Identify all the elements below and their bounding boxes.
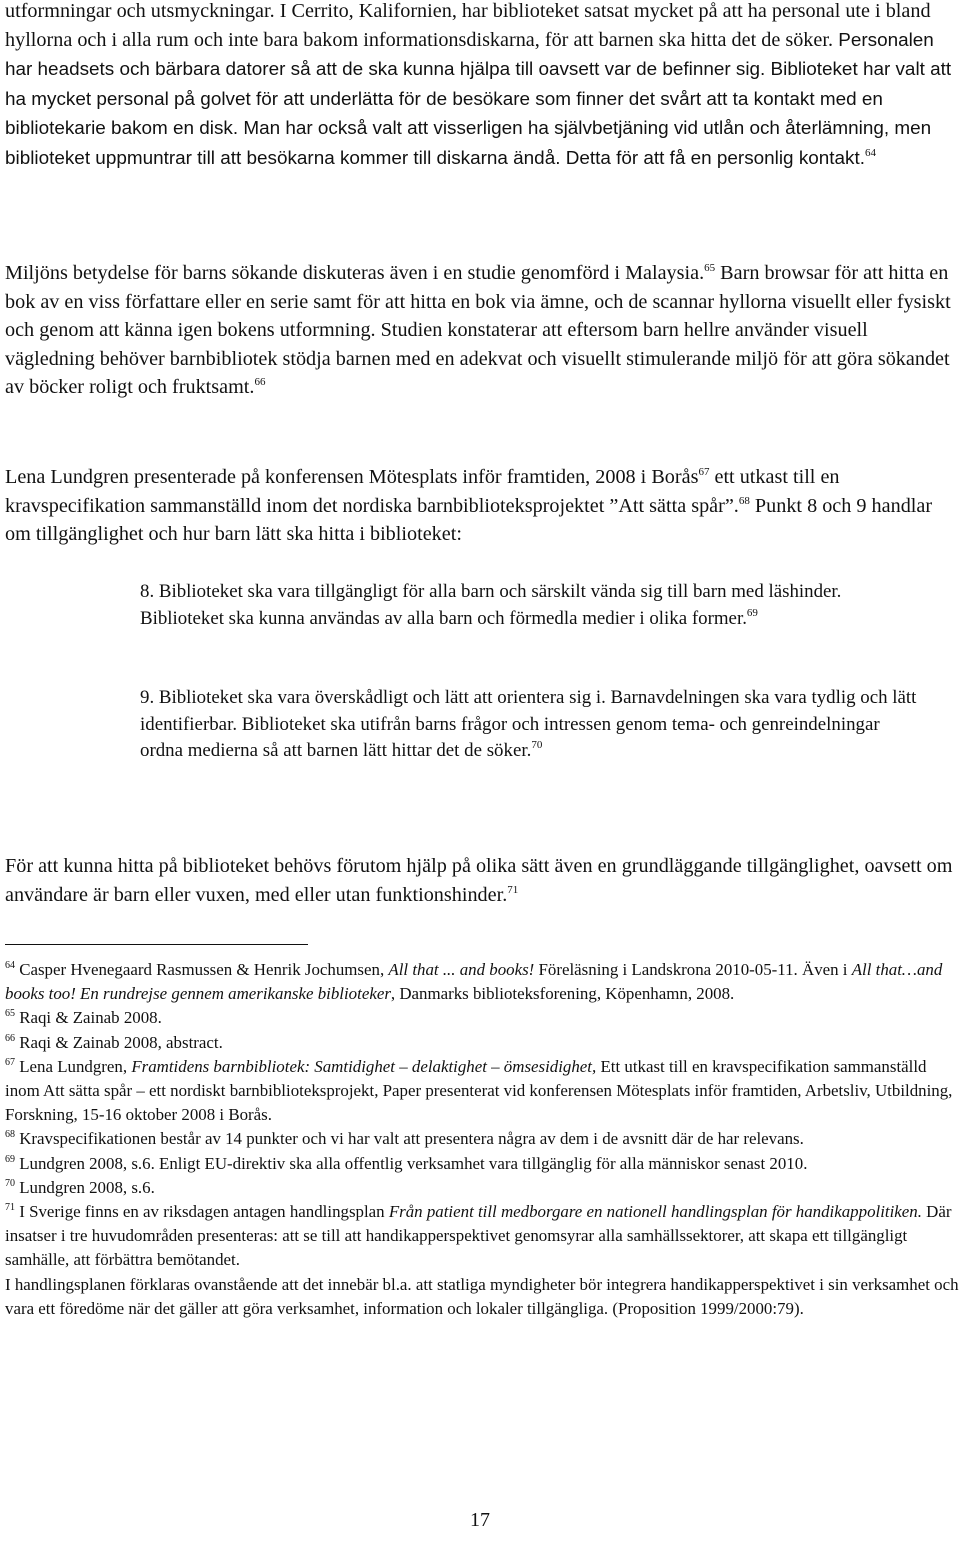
footnote-text: Där insatser i tre huvudområden presenteras: att se till att handikapperspektivet genomsyrar alla samhällssektorer, att skapa ett tillgängligt samhälle, att förbättra bemötandet. xyxy=(5,1202,952,1270)
block-quote-point-8-text: 8. Biblioteket ska vara tillgängligt för alla barn och särskilt vända sig till barn med läshinder. Biblioteket ska kunna användas av alla barn och förmedla medier i olika former. xyxy=(140,581,842,629)
paragraph-accessibility xyxy=(5,852,960,909)
paragraph-accessibility-text: För att kunna hitta på biblioteket behövs förutom hjälp på olika sätt även en grundläggande tillgänglighet, oavsett om användare är barn eller vuxen, med eller utan funktionshinder. xyxy=(5,855,953,906)
footnote-71 xyxy=(5,1200,960,1273)
block-quote-point-9-text: 9. Biblioteket ska vara överskådligt och lätt att orientera sig i. Barnavdelningen ska vara tydlig och lätt identifierbar. Biblioteket ska utifrån barns frågor och intressen genom tema- och genreindelningar ordna medierna så att barnen lätt hittar det de söker. xyxy=(140,687,917,761)
footnote-number: 71 xyxy=(5,1202,15,1214)
footnote-number: 69 xyxy=(5,1153,15,1165)
footnote-title: All that…and books too! En rundrejse gennem amerikanske biblioteker xyxy=(5,960,943,1004)
footnote-text: Raqi & Zainab 2008. xyxy=(15,1008,162,1028)
footnote-number: 64 xyxy=(5,960,15,971)
footnote-69 xyxy=(5,1152,960,1176)
paragraph-cerrito-body: Personalen har headsets och bärbara datorer så att de ska kunna hjälpa till oavsett var de befinner sig. Biblioteket har valt att ha mycket personal på golvet för att underlätta för de besökare som finner det svårt att ta kontakt med en bibliotekarie bakom en disk. Man har också valt att visserligen ha självbetjäning vid utlån och återlämning, men biblioteket uppmuntrar till att besökarna kommer till diskarna ändå. Detta för att få en personlig kontakt. xyxy=(5,29,952,169)
paragraph-malaysia xyxy=(5,259,960,402)
footnote-text: I Sverige finns en av riksdagen antagen handlingsplan xyxy=(15,1202,389,1222)
footnote-ref-65: 65 xyxy=(704,262,716,274)
paragraph-cerrito-intro: utformningar och utsmyckningar. I Cerrito, Kalifornien, har biblioteket satsat mycket på att ha personal ute i bland hyllorna och i alla rum och inte bara bakom informationsdiskarna, för att barnen ska hitta det de söker. xyxy=(5,0,931,51)
footnote-ref-66: 66 xyxy=(254,376,266,388)
footnote-ref-69: 69 xyxy=(746,606,758,619)
footnote-68 xyxy=(5,1127,960,1151)
footnote-text: , Danmarks biblioteksforening, Köpenhamn, 2008. xyxy=(390,984,735,1004)
footnote-64 xyxy=(5,958,960,1006)
footnote-number: 65 xyxy=(5,1008,15,1020)
paragraph-malaysia-intro: Miljöns betydelse för barns sökande diskuteras även i en studie genomförd i Malaysia. xyxy=(5,262,705,284)
footnote-70 xyxy=(5,1176,960,1200)
paragraph-lundgren-mid: ett utkast till en kravspecifikation sammanställd inom det nordiska barnbiblioteksprojektet ”Att sätta spår”. xyxy=(5,466,840,517)
footnote-text: Lundgren 2008, s.6. Enligt EU-direktiv ska alla offentlig verksamhet vara tillgänglig för alla människor senast 2010. xyxy=(15,1153,808,1173)
footnote-66 xyxy=(5,1031,960,1055)
footnote-number: 66 xyxy=(5,1032,15,1044)
footnote-ref-68: 68 xyxy=(738,494,750,507)
footnote-text: Casper Hvenegaard Rasmussen & Henrik Jochumsen, xyxy=(15,960,389,979)
footnotes xyxy=(5,958,960,1321)
footnote-number: 67 xyxy=(5,1056,15,1068)
footnote-text: Lundgren 2008, s.6. xyxy=(15,1177,155,1197)
page-number: 17 xyxy=(470,1509,490,1531)
footnote-ref-67: 67 xyxy=(698,466,710,478)
paragraph-lundgren-intro: Lena Lundgren presenterade på konferensen Mötesplats inför framtiden, 2008 i Borås xyxy=(5,466,699,488)
paragraph-lundgren xyxy=(5,463,960,549)
footnote-text: Raqi & Zainab 2008, abstract. xyxy=(15,1032,223,1052)
footnote-text: Lena Lundgren, xyxy=(15,1056,132,1076)
footnote-text: Föreläsning i Landskrona 2010-05-11. Även i xyxy=(534,960,852,979)
footnote-text: Kravspecifikationen består av 14 punkter och vi har valt att presentera några av dem i de avsnitt där de har relevans. xyxy=(15,1129,804,1149)
block-quote-point-8 xyxy=(140,579,920,632)
footnote-title: Från patient till medborgare en nationell handlingsplan för handikappolitiken. xyxy=(388,1202,922,1222)
footnote-title: Framtidens barnbibliotek: Samtidighet – delaktighet – ömsesidighet, xyxy=(131,1056,597,1076)
paragraph-lundgren-end: Punkt 8 och 9 handlar om tillgänglighet och hur barn lätt ska hitta i biblioteket: xyxy=(5,494,933,545)
footnote-ref-71: 71 xyxy=(507,883,519,896)
footnote-65 xyxy=(5,1006,960,1030)
block-quote-point-9 xyxy=(140,685,920,765)
footnote-71-continued: I handlingsplanen förklaras ovanstående att det innebär bl.a. att statliga myndigheter bör integrera handikapperspektivet i sin verksamhet och vara ett föredöme när det gäller att göra verksamhet, information och lokaler tillgängliga. (Proposition 1999/2000:79). xyxy=(5,1274,959,1318)
footnote-separator xyxy=(5,944,308,945)
footnote-number: 70 xyxy=(5,1177,15,1189)
footnote-title: All that ... and books! xyxy=(388,960,535,979)
paragraph-malaysia-body: Barn browsar för att hitta en bok av en viss författare eller en serie samt för att hitta en bok via ämne, och de scannar hyllorna visuellt eller fysiskt och genom att känna igen bokens utformning. Studien konstaterar att eftersom barn hellre använder visuell vägledning behöver barnbibliotek stödja barnen med en adekvat och visuellt stimulerande miljö för att göra sökandet av böcker roligt och fruktsamt. xyxy=(5,262,951,398)
footnote-67 xyxy=(5,1055,960,1128)
footnote-ref-64: 64 xyxy=(864,146,876,159)
footnote-ref-70: 70 xyxy=(531,739,543,751)
paragraph-cerrito xyxy=(5,0,960,173)
footnote-text: Ett utkast till en kravspecifikation sammanställd inom Att sätta spår – ett nordiskt barnbiblioteksprojekt, Paper presenterat vid konferensen Mötesplats inför framtiden, Arbetsliv, Utbildning, Forskning, 15-16 oktober 2008 i Borås. xyxy=(5,1056,953,1125)
footnote-number: 68 xyxy=(5,1129,15,1141)
